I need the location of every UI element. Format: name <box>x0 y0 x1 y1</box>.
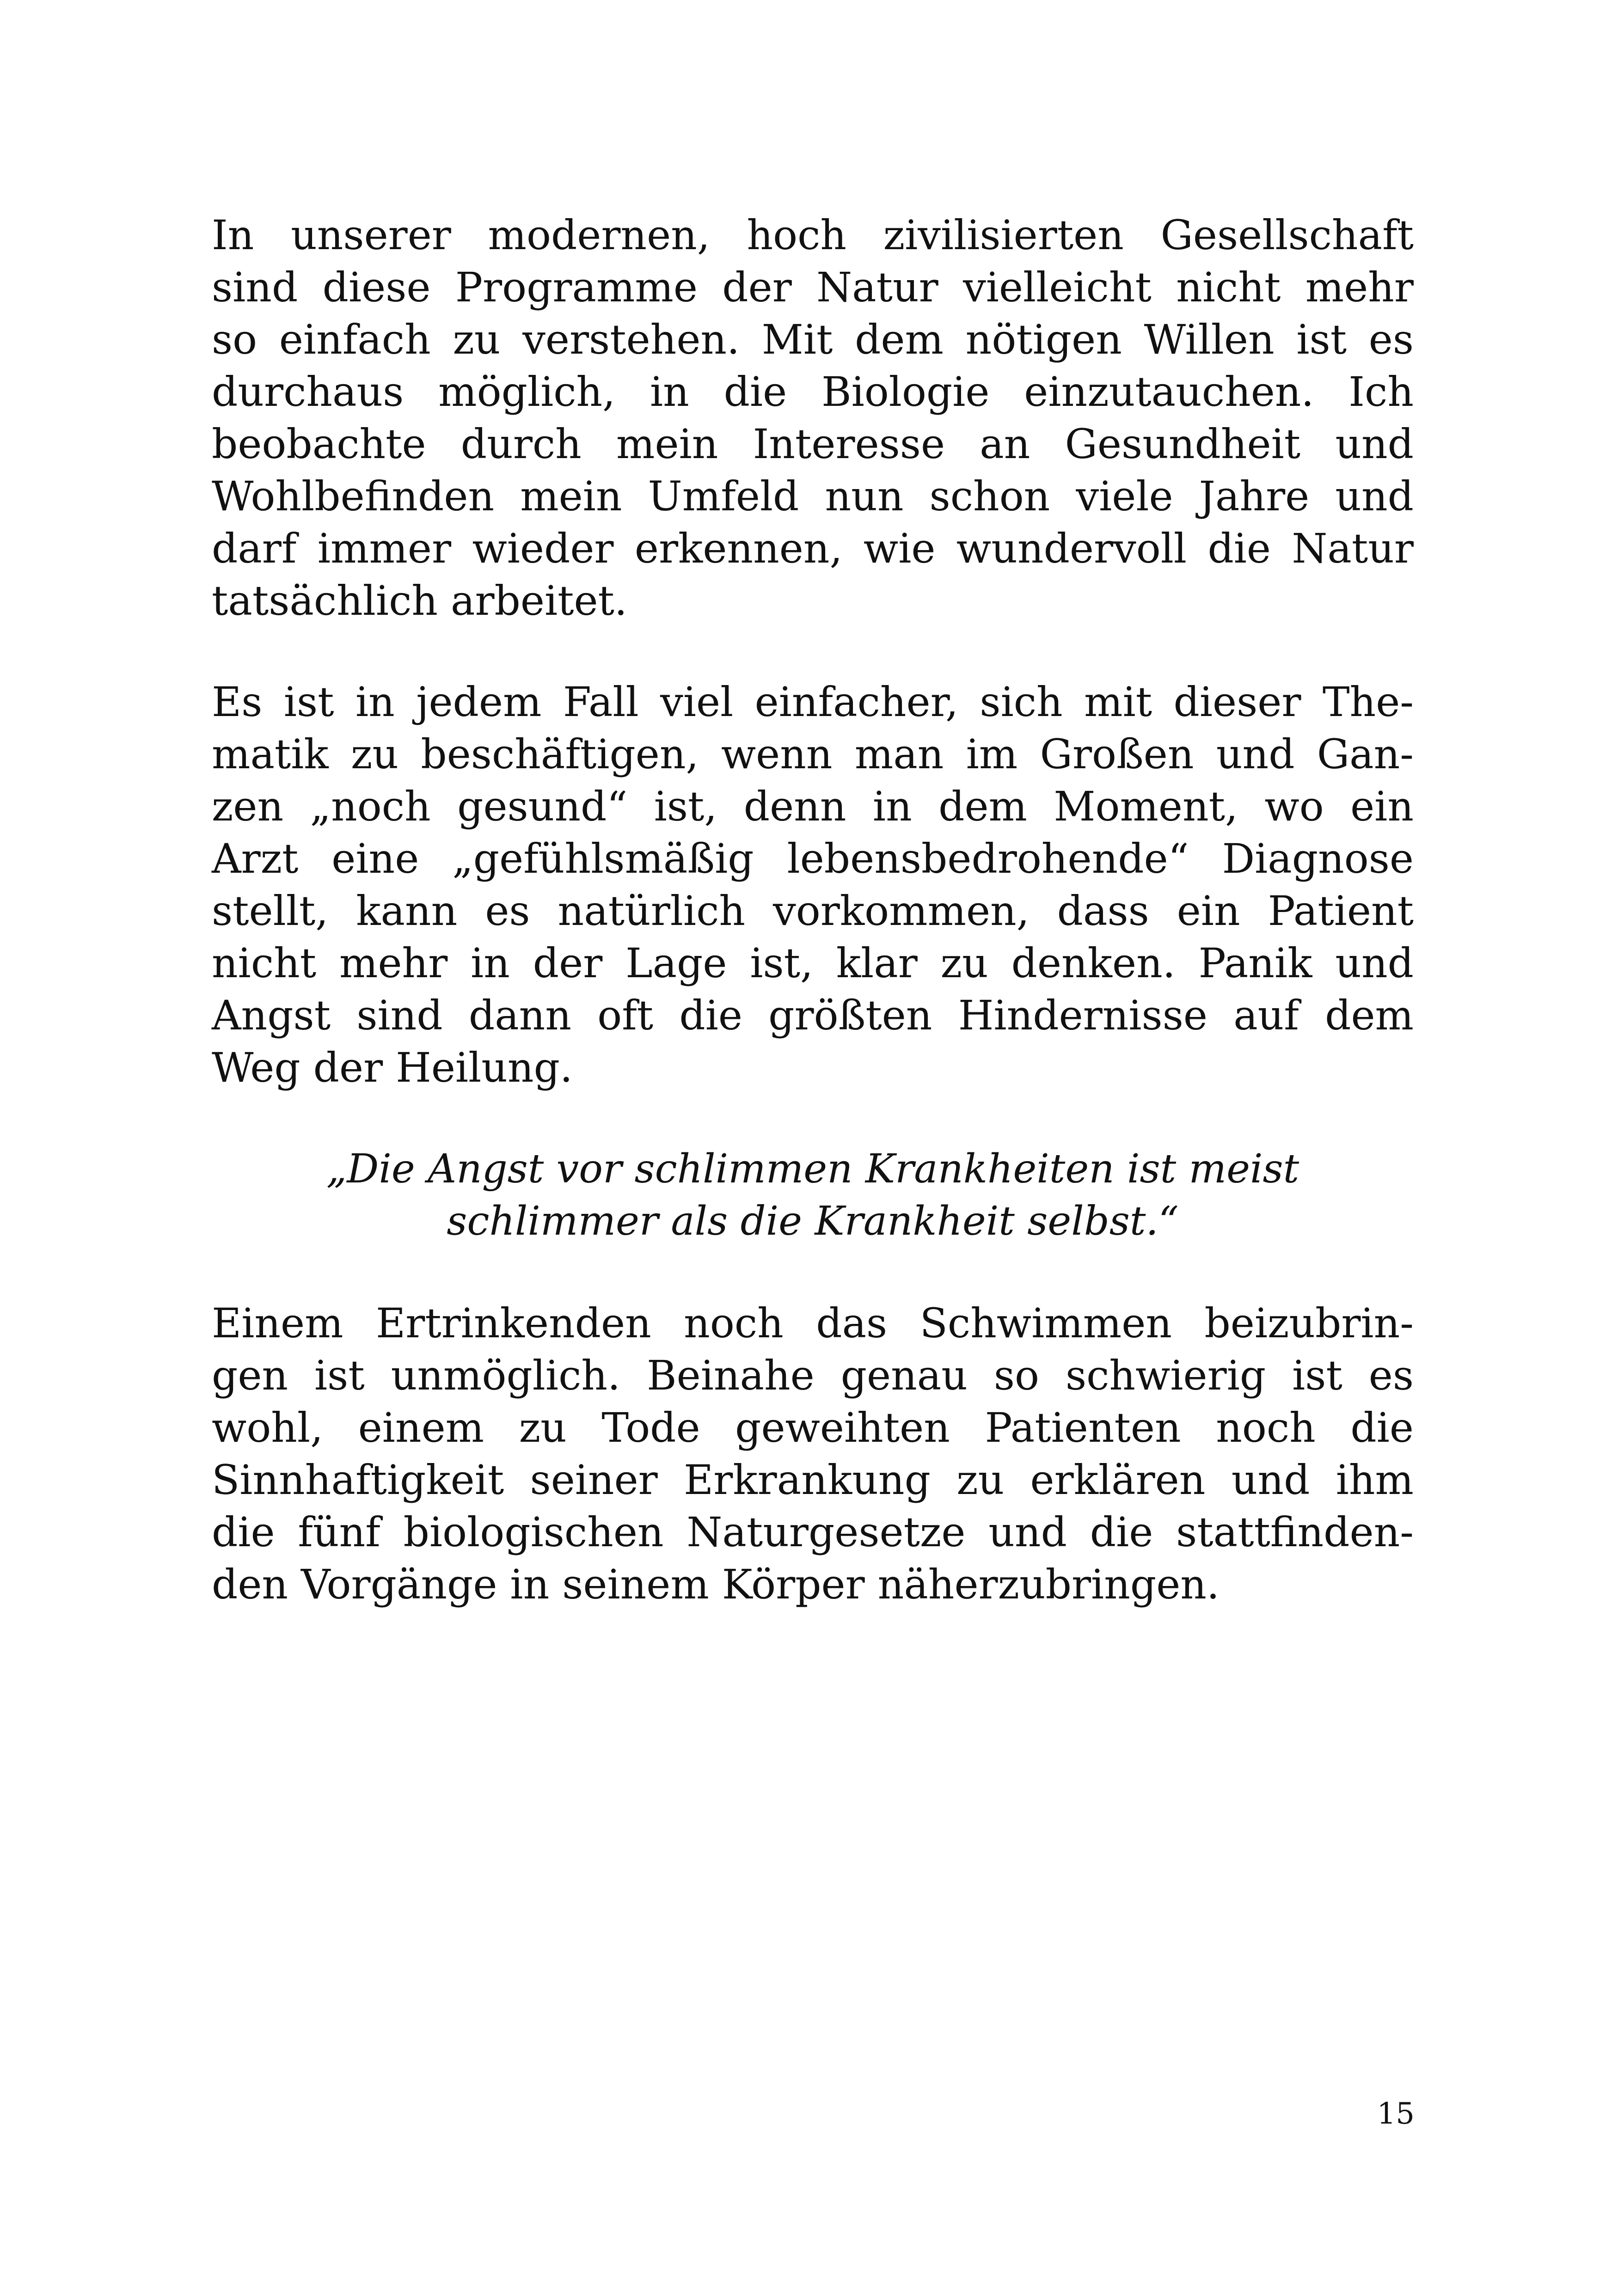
quote-line: „Die Angst vor schlimmen Krankheiten ist meist <box>326 1146 1299 1192</box>
text-line: Wohlbefinden mein Umfeld nun schon viele Jahre und <box>212 472 1414 520</box>
text-line: Sinnhaftigkeit seiner Erkrankung zu erklären und ihm <box>212 1456 1414 1504</box>
text-line: Es ist in jedem Fall viel einfacher, sich mit dieser The- <box>212 678 1414 726</box>
text-line: stellt, kann es natürlich vorkommen, dass ein Patient <box>212 887 1414 935</box>
text-line: beobachte durch mein Interesse an Gesundheit und <box>212 420 1414 468</box>
text-line: den Vorgänge in seinem Körper näherzubringen. <box>212 1561 1220 1608</box>
page-number: 15 <box>1377 2097 1415 2131</box>
text-line: In unserer modernen, hoch zivilisierten Gesellschaft <box>212 211 1414 259</box>
quote-line: schlimmer als die Krankheit selbst.“ <box>447 1198 1179 1244</box>
paragraph-2 <box>212 676 1414 1094</box>
text-line: die fünf biologischen Naturgesetze und die stattfinden- <box>212 1508 1414 1556</box>
paragraph-1 <box>212 209 1414 627</box>
text-line: Arzt eine „gefühlsmäßig lebensbedrohende“ Diagnose <box>212 835 1414 882</box>
text-line: darf immer wieder erkennen, wie wundervoll die Natur <box>212 525 1414 572</box>
text-line: Weg der Heilung. <box>212 1044 573 1091</box>
text-line: nicht mehr in der Lage ist, klar zu denken. Panik und <box>212 939 1414 987</box>
quote-block <box>212 1143 1414 1248</box>
text-line: Angst sind dann oft die größten Hindernisse auf dem <box>212 992 1414 1039</box>
text-line: wohl, einem zu Tode geweihten Patienten noch die <box>212 1404 1414 1451</box>
text-line: matik zu beschäftigen, wenn man im Großen und Gan- <box>212 730 1414 778</box>
text-line: Einem Ertrinkenden noch das Schwimmen beizubrin- <box>212 1299 1414 1347</box>
paragraph-3 <box>212 1297 1414 1610</box>
text-line: durchaus möglich, in die Biologie einzutauchen. Ich <box>212 368 1414 416</box>
text-line: zen „noch gesund“ ist, denn in dem Moment, wo ein <box>212 783 1414 830</box>
text-line: so einfach zu verstehen. Mit dem nötigen Willen ist es <box>212 316 1414 363</box>
text-line: gen ist unmöglich. Beinahe genau so schwierig ist es <box>212 1352 1414 1399</box>
text-line: tatsächlich arbeitet. <box>212 577 627 625</box>
text-line: sind diese Programme der Natur vielleicht nicht mehr <box>212 263 1414 311</box>
